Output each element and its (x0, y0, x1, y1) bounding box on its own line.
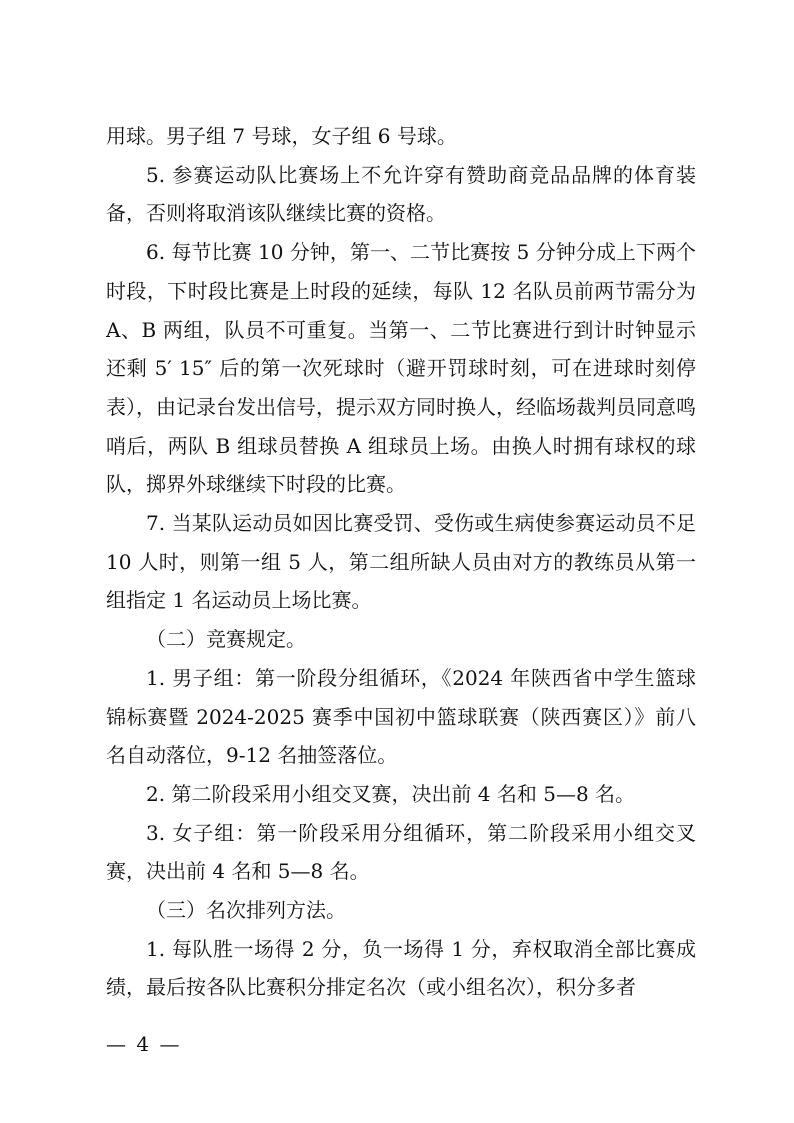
paragraph-item-5: 5. 参赛运动队比赛场上不允许穿有赞助商竞品品牌的体育装备，否则将取消该队继续比赛的资格。 (106, 162, 696, 226)
section-heading-ranking-method: （三）名次排列方法。 (146, 898, 346, 923)
paragraph-continuation: 用球。男子组 7 号球，女子组 6 号球。 (106, 124, 457, 148)
paragraph-ranking-1: 1. 每队胜一场得 2 分，负一场得 1 分，弃权取消全部比赛成绩，最后按各队比赛积分排定名次（或小组名次），积分多者 (106, 936, 696, 1000)
section-heading-competition-rules: （二）竞赛规定。 (146, 627, 306, 652)
paragraph-item-7: 7. 当某队运动员如因比赛受罚、受伤或生病使参赛运动员不足 10 人时，则第一组 5 人，第二组所缺人员由对方的教练员从第一组指定 1 名运动员上场比赛。 (106, 511, 696, 613)
paragraph-rule-2: 2. 第二阶段采用小组交叉赛，决出前 4 名和 5—8 名。 (146, 781, 636, 806)
paragraph-rule-1-boys: 1. 男子组：第一阶段分组循环，《2024 年陕西省中学生篮球锦标赛暨 2024-2025 赛季中国初中篮球联赛（陕西赛区）》前八名自动落位，9-12 名抽签落位。 (106, 665, 696, 768)
page-number: — 4 — (106, 1032, 182, 1056)
document-body (106, 117, 696, 1007)
paragraph-item-6: 6. 每节比赛 10 分钟，第一、二节比赛按 5 分钟分成上下两个时段，下时段比赛是上时段的延续，每队 12 名队员前两节需分为 A、B 两组，队员不可重复。当第一、二节比赛进行到计时钟显示还剩 5′ 15″ 后的第一次死球时（避开罚球时刻，可在进球时刻停表），由记录台发出信号，提示双方同时换人，经临场裁判员同意鸣哨后，两队 B 组球员替换 A 组球员上场。由换人时拥有球权的球队，掷界外球继续下时段的比赛。 (106, 240, 696, 497)
paragraph-rule-3-girls: 3. 女子组：第一阶段采用分组循环，第二阶段采用小组交叉赛，决出前 4 名和 5—8 名。 (106, 820, 696, 884)
